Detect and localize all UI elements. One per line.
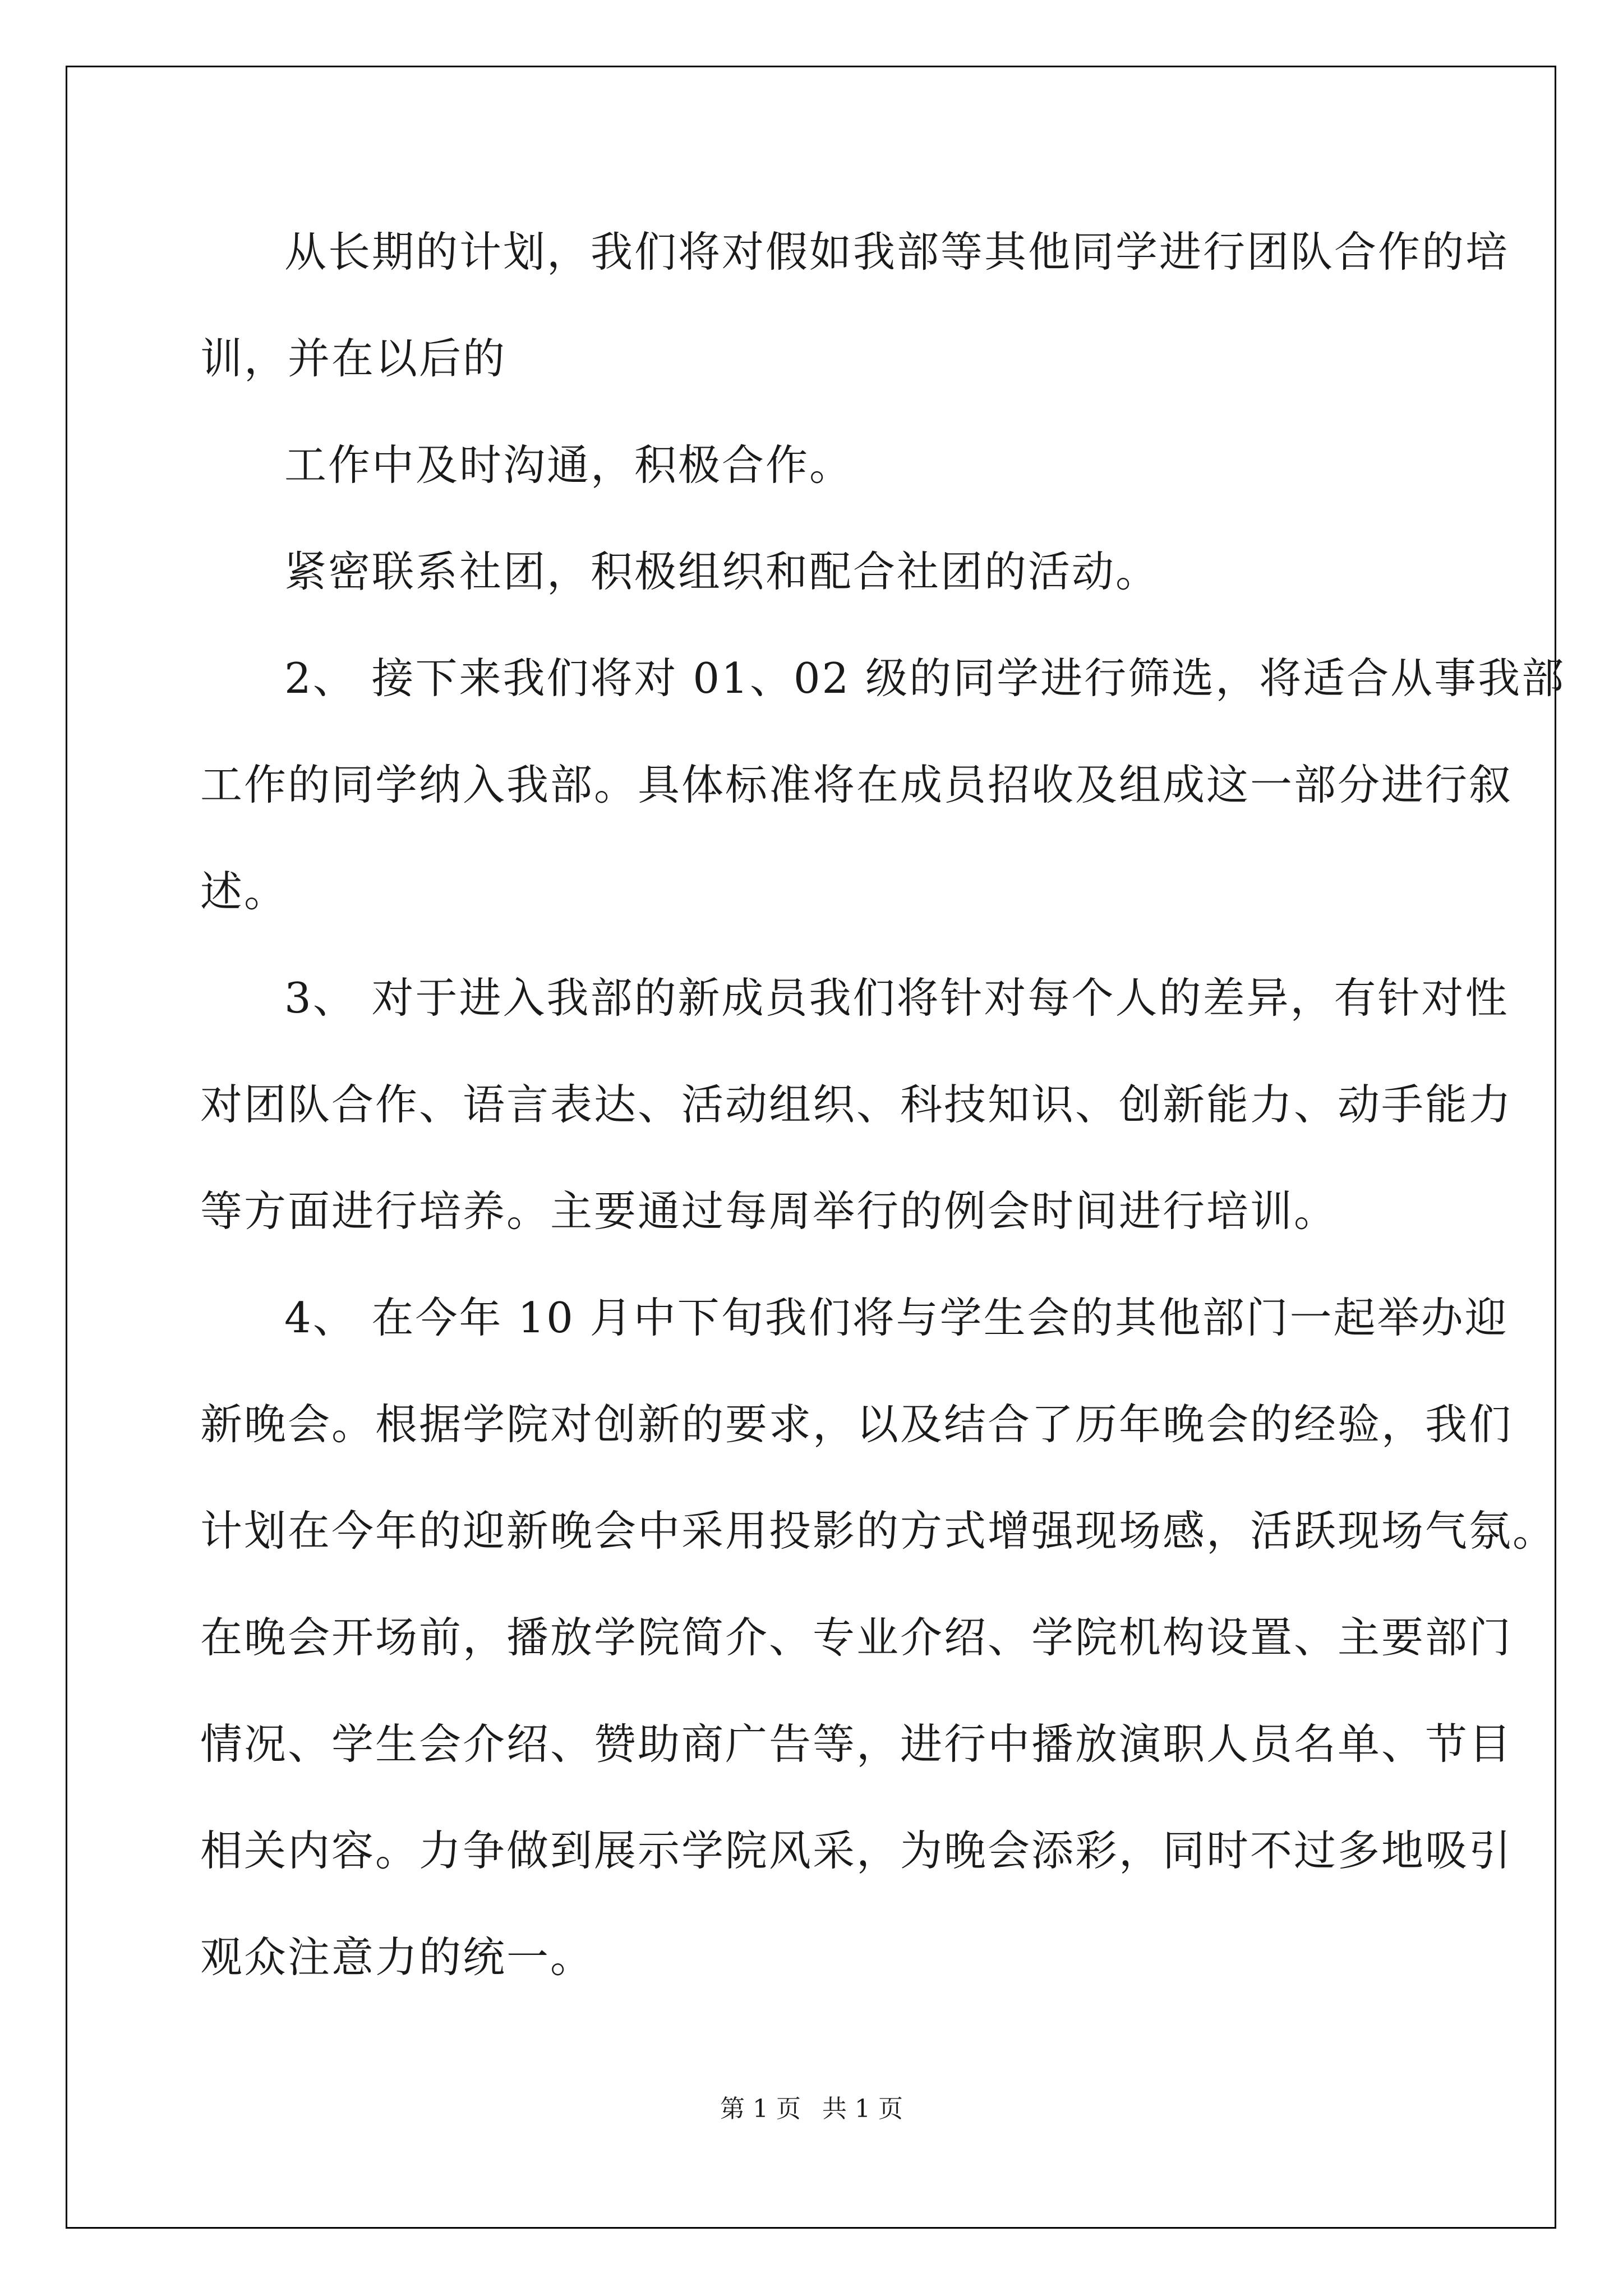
text-line: 2、 接下来我们将对 01、02 级的同学进行筛选，将适合从事我部	[284, 654, 1566, 703]
text-line: 4、 在今年 10 月中下旬我们将与学生会的其他部门一起举办迎	[284, 1293, 1509, 1342]
text-line: 情况、学生会介绍、赞助商广告等，进行中播放演职人员名单、节目	[200, 1719, 1513, 1769]
text-line: 在晚会开场前，播放学院简介、专业介绍、学院机构设置、主要部门	[200, 1613, 1513, 1662]
text-line: 相关内容。力争做到展示学院风采，为晚会添彩，同时不过多地吸引	[200, 1826, 1513, 1875]
text-line: 紧密联系社团，积极组织和配合社团的活动。	[284, 547, 1160, 596]
text-line: 对团队合作、语言表达、活动组织、科技知识、创新能力、动手能力	[200, 1080, 1513, 1129]
text-line: 述。	[200, 867, 288, 916]
text-line: 训，并在以后的	[200, 334, 507, 383]
text-line: 从长期的计划，我们将对假如我部等其他同学进行团队合作的培	[284, 227, 1510, 277]
text-line: 新晚会。根据学院对创新的要求，以及结合了历年晚会的经验，我们	[200, 1400, 1513, 1449]
page-number: 第 1 页	[720, 2095, 801, 2123]
text-line: 等方面进行培养。主要通过每周举行的例会时间进行培训。	[200, 1186, 1338, 1236]
text-line: 计划在今年的迎新晚会中采用投影的方式增强现场感，活跃现场气氛。	[200, 1506, 1557, 1556]
text-line: 3、 对于进入我部的新成员我们将针对每个人的差异，有针对性	[284, 973, 1509, 1023]
page-footer	[0, 2092, 1623, 2126]
text-line: 观众注意力的统一。	[200, 1932, 594, 1982]
text-line: 工作中及时沟通，积极合作。	[284, 440, 854, 490]
page-total: 共 1 页	[822, 2095, 903, 2123]
page-frame	[66, 66, 1556, 2229]
text-line: 工作的同学纳入我部。具体标准将在成员招收及组成这一部分进行叙	[200, 760, 1513, 809]
